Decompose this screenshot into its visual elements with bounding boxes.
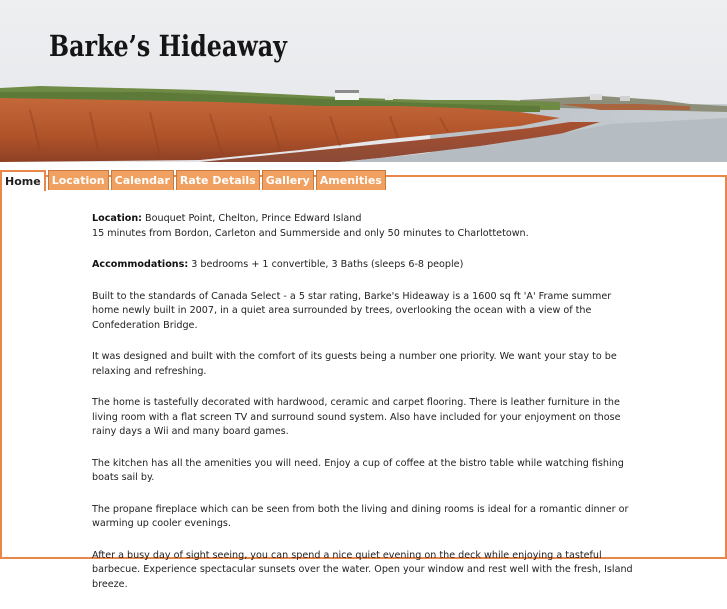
location-value: Bouquet Point, Chelton, Prince Edward Island bbox=[142, 213, 362, 224]
paragraph-fireplace: The propane fireplace which can be seen from both the living and dining rooms is ideal for a romantic dinner or warming up cooler evenings. bbox=[92, 503, 629, 529]
tab-amenities[interactable]: Amenities bbox=[316, 170, 386, 190]
tab-location[interactable]: Location bbox=[48, 170, 109, 190]
coastal-cliff-image bbox=[0, 0, 727, 162]
paragraph-kitchen: The kitchen has all the amenities you will need. Enjoy a cup of coffee at the bistro table while watching fishing boats sail by. bbox=[92, 457, 624, 483]
header-banner bbox=[0, 0, 727, 162]
paragraph-standards: Built to the standards of Canada Select - a 5 star rating, Barke's Hideaway is a 1600 sq ft 'A' Frame summer home newly built in 2007, in a quiet area surrounded by trees, overlooking the ocean with a view of the Confederation Bridge. bbox=[92, 290, 612, 331]
tab-rate-details[interactable]: Rate Details bbox=[176, 170, 260, 190]
main-content bbox=[92, 212, 637, 609]
accommodations-value: 3 bedrooms + 1 convertible, 3 Baths (sleeps 6-8 people) bbox=[188, 259, 464, 270]
main-nav bbox=[0, 170, 388, 191]
site-title: Barke’s Hideaway bbox=[49, 29, 287, 63]
location-paragraph bbox=[92, 212, 637, 241]
tab-home[interactable]: Home bbox=[0, 170, 46, 191]
location-label: Location: bbox=[92, 213, 142, 224]
tab-gallery[interactable]: Gallery bbox=[262, 170, 314, 190]
location-distance: 15 minutes from Bordon, Carleton and Summerside and only 50 minutes to Charlottetown. bbox=[92, 227, 529, 239]
tab-calendar[interactable]: Calendar bbox=[111, 170, 174, 190]
paragraph-decor: The home is tastefully decorated with hardwood, ceramic and carpet flooring. There is leather furniture in the living room with a flat screen TV and surround sound system. Also have included for your enjoyment on those rainy days a Wii and many board games. bbox=[92, 397, 621, 437]
accommodations-paragraph bbox=[92, 258, 637, 273]
paragraph-evening: After a busy day of sight seeing, you can spend a nice quiet evening on the deck while enjoying a tasteful barbecue. Experience spectacular sunsets over the water. Open your window and rest well with the fresh, Island breeze. bbox=[92, 549, 633, 590]
accommodations-label: Accommodations: bbox=[92, 259, 189, 270]
paragraph-comfort: It was designed and built with the comfort of its guests being a number one priority. We want your stay to be relaxing and refreshing. bbox=[92, 351, 617, 377]
